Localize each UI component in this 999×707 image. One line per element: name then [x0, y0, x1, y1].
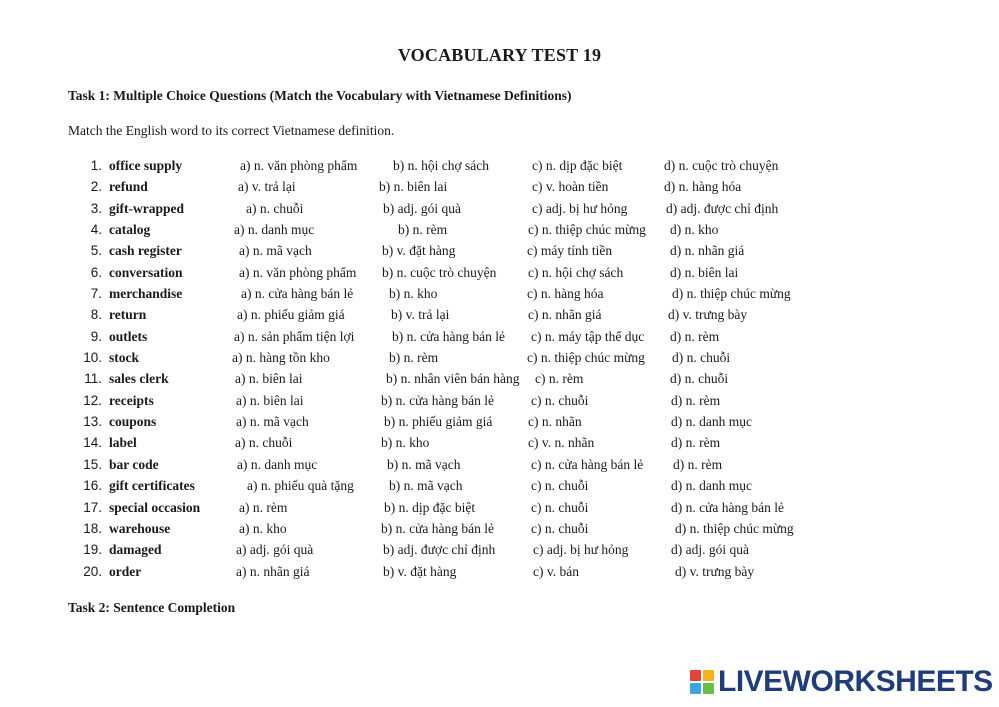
- page-title: VOCABULARY TEST 19: [397, 45, 602, 65]
- option-c[interactable]: c) n. hội chợ sách: [528, 264, 624, 280]
- vocabulary-word: merchandise: [109, 286, 183, 302]
- vocabulary-word: cash register: [109, 243, 182, 259]
- option-a[interactable]: a) n. cửa hàng bán lẻ: [241, 286, 354, 302]
- option-b[interactable]: b) adj. gói quà: [383, 200, 461, 216]
- option-c[interactable]: c) n. nhãn: [528, 414, 582, 430]
- question-number: 18.: [83, 520, 102, 536]
- question-row: [0, 498, 999, 519]
- option-d[interactable]: d) adj. được chỉ định: [666, 200, 779, 216]
- question-row: [0, 455, 999, 476]
- vocabulary-word: refund: [109, 179, 148, 195]
- option-b[interactable]: b) n. rèm: [389, 350, 439, 366]
- option-b[interactable]: b) n. cửa hàng bán lẻ: [392, 328, 506, 344]
- question-number: 14.: [83, 435, 102, 451]
- option-b[interactable]: b) n. kho: [389, 286, 438, 302]
- option-a[interactable]: a) n. sản phẩm tiện lợi: [234, 328, 355, 344]
- option-c[interactable]: c) n. chuỗi: [531, 499, 589, 515]
- question-row: [0, 263, 999, 284]
- option-c[interactable]: c) n. dịp đặc biệt: [532, 158, 623, 173]
- option-a[interactable]: a) n. biên lai: [235, 371, 303, 387]
- option-d[interactable]: d) n. rèm: [673, 456, 723, 472]
- option-b[interactable]: b) n. kho: [381, 435, 430, 451]
- option-b[interactable]: b) n. cuộc trò chuyện: [382, 264, 497, 280]
- vocabulary-word: catalog: [109, 222, 151, 238]
- option-b[interactable]: b) adj. được chỉ định: [383, 542, 496, 558]
- option-b[interactable]: b) v. đặt hàng: [383, 563, 457, 579]
- option-b[interactable]: b) n. mã vạch: [387, 456, 461, 472]
- option-b[interactable]: b) v. đặt hàng: [382, 243, 456, 259]
- option-d[interactable]: d) n. nhãn giá: [670, 243, 745, 259]
- option-d[interactable]: d) n. chuỗi: [670, 371, 729, 387]
- question-number: 20.: [83, 563, 102, 579]
- option-b[interactable]: b) n. biên lai: [379, 179, 448, 195]
- option-d[interactable]: d) n. thiệp chúc mừng: [675, 520, 794, 536]
- logo-square-blue: [690, 683, 701, 694]
- vocabulary-word: label: [109, 435, 137, 451]
- option-c[interactable]: c) n. rèm: [535, 371, 584, 387]
- option-b[interactable]: b) n. phiếu giảm giá: [384, 414, 493, 430]
- option-b[interactable]: b) v. trả lại: [391, 307, 450, 323]
- question-row: [0, 305, 999, 326]
- logo-square-yellow: [703, 670, 714, 681]
- option-d[interactable]: d) n. cửa hàng bán lẻ: [671, 499, 785, 515]
- option-c[interactable]: c) n. chuỗi: [531, 392, 589, 408]
- vocabulary-word: stock: [109, 350, 139, 366]
- question-row: [0, 412, 999, 433]
- question-row: [0, 199, 999, 220]
- vocabulary-word: order: [109, 563, 142, 579]
- option-b[interactable]: b) n. cửa hàng bán lẻ: [381, 392, 495, 408]
- question-row: [0, 284, 999, 305]
- liveworksheets-logo[interactable]: [690, 666, 993, 698]
- option-a[interactable]: a) n. mã vạch: [239, 243, 312, 259]
- question-number: 12.: [83, 392, 102, 408]
- option-d[interactable]: d) v. trưng bày: [668, 307, 748, 323]
- vocabulary-word: coupons: [109, 414, 157, 430]
- option-d[interactable]: d) n. rèm: [670, 328, 720, 344]
- question-number: 7.: [90, 286, 102, 302]
- vocabulary-word: office supply: [109, 158, 183, 173]
- question-number: 19.: [83, 542, 102, 558]
- question-row: [0, 369, 999, 390]
- question-number: 4.: [90, 222, 102, 238]
- task2-heading: Task 2: Sentence Completion: [68, 600, 236, 615]
- vocabulary-word: conversation: [109, 264, 183, 280]
- question-number: 6.: [90, 264, 102, 280]
- option-a[interactable]: a) n. kho: [239, 520, 287, 536]
- option-a[interactable]: a) n. hàng tồn kho: [232, 350, 330, 366]
- question-number: 3.: [90, 200, 102, 216]
- option-c[interactable]: c) v. n. nhãn: [528, 435, 595, 451]
- question-row: [0, 476, 999, 497]
- question-row: [0, 519, 999, 540]
- vocabulary-word: bar code: [109, 456, 159, 472]
- vocabulary-word: return: [109, 307, 147, 323]
- option-b[interactable]: b) n. rèm: [398, 222, 448, 238]
- task1-heading: Task 1: Multiple Choice Questions (Match the Vocabulary with Vietnamese Definitions): [68, 88, 572, 103]
- logo-text: LIVEWORKSHEETS: [718, 665, 993, 698]
- option-c[interactable]: c) máy tính tiền: [527, 243, 613, 259]
- option-d[interactable]: d) v. trưng bày: [675, 563, 755, 579]
- vocabulary-word: sales clerk: [109, 371, 169, 387]
- question-number: 17.: [83, 499, 102, 515]
- option-d[interactable]: d) n. biên lai: [670, 264, 739, 280]
- vocabulary-word: gift-wrapped: [109, 200, 184, 216]
- option-b[interactable]: b) n. hội chợ sách: [393, 158, 489, 173]
- option-d[interactable]: d) n. rèm: [671, 392, 721, 408]
- vocabulary-word: gift certificates: [109, 478, 195, 494]
- question-number: 13.: [83, 414, 102, 430]
- question-row: [0, 177, 999, 198]
- question-row: [0, 156, 999, 177]
- question-row: [0, 220, 999, 241]
- question-row: [0, 433, 999, 454]
- option-c[interactable]: c) v. hoàn tiền: [532, 179, 609, 195]
- question-number: 5.: [90, 243, 102, 259]
- option-a[interactable]: a) n. biên lai: [236, 392, 304, 408]
- option-c[interactable]: c) adj. bị hư hỏng: [532, 200, 628, 216]
- question-number: 1.: [90, 158, 102, 173]
- option-c[interactable]: c) n. cửa hàng bán lẻ: [531, 456, 644, 472]
- question-row: [0, 241, 999, 262]
- vocabulary-word: warehouse: [109, 520, 171, 536]
- vocabulary-word: receipts: [109, 392, 154, 408]
- question-number: 15.: [83, 456, 102, 472]
- option-a[interactable]: a) n. mã vạch: [236, 414, 309, 430]
- question-row: [0, 327, 999, 348]
- option-d[interactable]: d) adj. gói quà: [671, 542, 749, 558]
- option-c[interactable]: c) n. thiệp chúc mừng: [527, 350, 645, 366]
- question-number: 16.: [83, 478, 102, 494]
- option-d[interactable]: d) n. kho: [670, 222, 719, 238]
- option-a[interactable]: a) n. danh mục: [237, 456, 318, 472]
- option-a[interactable]: a) adj. gói quà: [236, 542, 314, 558]
- option-c[interactable]: c) n. máy tập thể dục: [531, 328, 645, 344]
- question-row: [0, 540, 999, 561]
- option-a[interactable]: a) v. trả lại: [238, 179, 296, 195]
- option-d[interactable]: d) n. danh mục: [671, 414, 752, 430]
- question-number: 9.: [90, 328, 102, 344]
- option-d[interactable]: d) n. danh mục: [671, 478, 752, 494]
- question-row: [0, 562, 999, 583]
- option-b[interactable]: b) n. mã vạch: [389, 478, 463, 494]
- vocabulary-word: special occasion: [109, 499, 201, 515]
- option-b[interactable]: b) n. nhân viên bán hàng: [386, 371, 520, 387]
- option-b[interactable]: b) n. cửa hàng bán lẻ: [381, 520, 495, 536]
- option-c[interactable]: c) n. chuỗi: [531, 520, 589, 536]
- option-a[interactable]: a) n. văn phòng phẩm: [239, 264, 357, 280]
- option-c[interactable]: c) n. nhãn giá: [528, 307, 602, 323]
- option-d[interactable]: d) n. cuộc trò chuyện: [664, 158, 779, 173]
- option-a[interactable]: a) n. nhãn giá: [236, 563, 310, 579]
- vocabulary-word: outlets: [109, 328, 148, 344]
- option-a[interactable]: a) n. phiếu giảm giá: [237, 307, 345, 323]
- question-number: 8.: [90, 307, 102, 323]
- vocabulary-word: damaged: [109, 542, 162, 558]
- instruction-text: Match the English word to its correct Vietnamese definition.: [68, 123, 395, 138]
- logo-squares-icon: [690, 670, 714, 694]
- question-number: 11.: [84, 371, 102, 387]
- question-number: 2.: [90, 179, 102, 195]
- question-row: [0, 348, 999, 369]
- option-a[interactable]: a) n. rèm: [239, 499, 288, 515]
- option-d[interactable]: d) n. chuỗi: [672, 350, 731, 366]
- question-list: [0, 156, 999, 583]
- logo-square-green: [703, 683, 714, 694]
- option-d[interactable]: d) n. hàng hóa: [664, 179, 742, 195]
- option-c[interactable]: c) n. hàng hóa: [527, 286, 604, 302]
- option-b[interactable]: b) n. dịp đặc biệt: [384, 499, 476, 515]
- option-a[interactable]: a) n. chuỗi: [235, 435, 293, 451]
- option-d[interactable]: d) n. thiệp chúc mừng: [672, 286, 791, 302]
- option-a[interactable]: a) n. văn phòng phẩm: [240, 158, 358, 173]
- option-c[interactable]: c) v. bán: [533, 563, 579, 579]
- option-c[interactable]: c) n. thiệp chúc mừng: [528, 222, 646, 238]
- option-a[interactable]: a) n. chuỗi: [246, 200, 304, 216]
- logo-square-red: [690, 670, 701, 681]
- option-a[interactable]: a) n. phiếu quà tặng: [247, 478, 354, 494]
- option-d[interactable]: d) n. rèm: [671, 435, 721, 451]
- question-number: 10.: [83, 350, 102, 366]
- option-a[interactable]: a) n. danh mục: [234, 222, 315, 238]
- option-c[interactable]: c) n. chuỗi: [531, 478, 589, 494]
- question-row: [0, 391, 999, 412]
- option-c[interactable]: c) adj. bị hư hỏng: [533, 542, 629, 558]
